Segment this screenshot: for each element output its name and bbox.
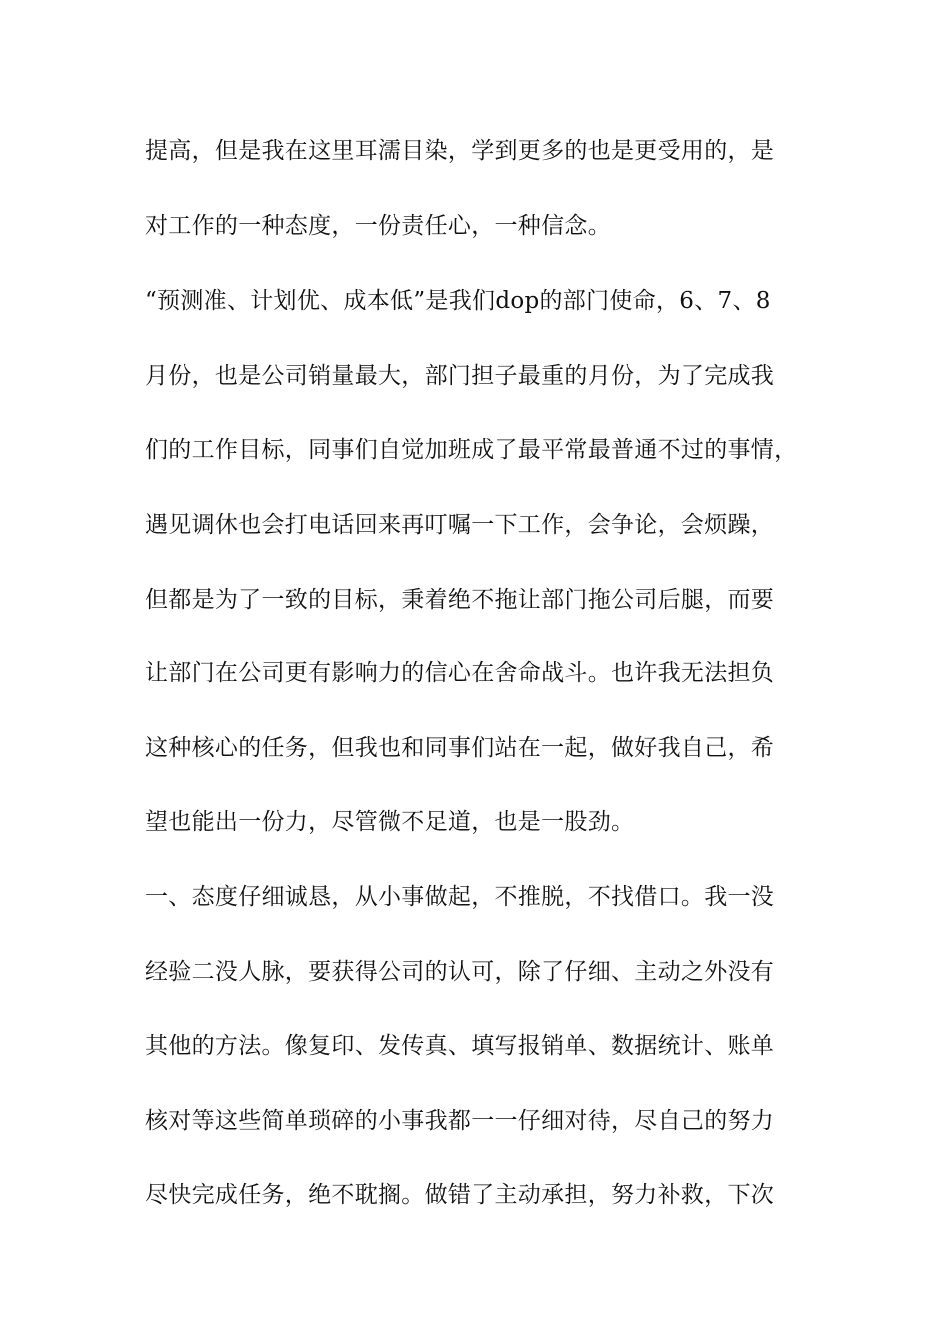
text-line-10: 望也能出一份力，尽管微不足道，也是一股劲。: [145, 809, 635, 835]
text-line-11: 一、态度仔细诚恳，从小事做起，不推脱，不找借口。我一没: [145, 884, 775, 910]
text-line-13: 其他的方法。像复印、发传真、填写报销单、数据统计、账单: [145, 1033, 775, 1059]
text-line-9: 这种核心的任务，但我也和同事们站在一起，做好我自己，希: [145, 735, 775, 761]
text-line-6: 遇见调休也会打电话回来再叮嘱一下工作，会争论，会烦躁，: [145, 512, 775, 538]
text-line-3: “预测准、计划优、成本低”是我们dop的部门使命，6、7、8: [145, 288, 771, 314]
text-line-15: 尽快完成任务，绝不耽搁。做错了主动承担，努力补救，下次: [145, 1182, 775, 1208]
text-line-12: 经验二没人脉，要获得公司的认可，除了仔细、主动之外没有: [145, 959, 775, 985]
text-line-5: 们的工作目标，同事们自觉加班成了最平常最普通不过的事情，: [145, 437, 798, 463]
text-line-4: 月份，也是公司销量最大，部门担子最重的月份，为了完成我: [145, 363, 775, 389]
text-line-8: 让部门在公司更有影响力的信心在舍命战斗。也许我无法担负: [145, 660, 775, 686]
text-line-1: 提高，但是我在这里耳濡目染，学到更多的也是更受用的，是: [145, 138, 775, 164]
text-line-14: 核对等这些简单琐碎的小事我都一一仔细对待，尽自己的努力: [145, 1108, 775, 1134]
text-line-2: 对工作的一种态度，一份责任心，一种信念。: [145, 213, 611, 239]
text-line-7: 但都是为了一致的目标，秉着绝不拖让部门拖公司后腿，而要: [145, 587, 775, 613]
